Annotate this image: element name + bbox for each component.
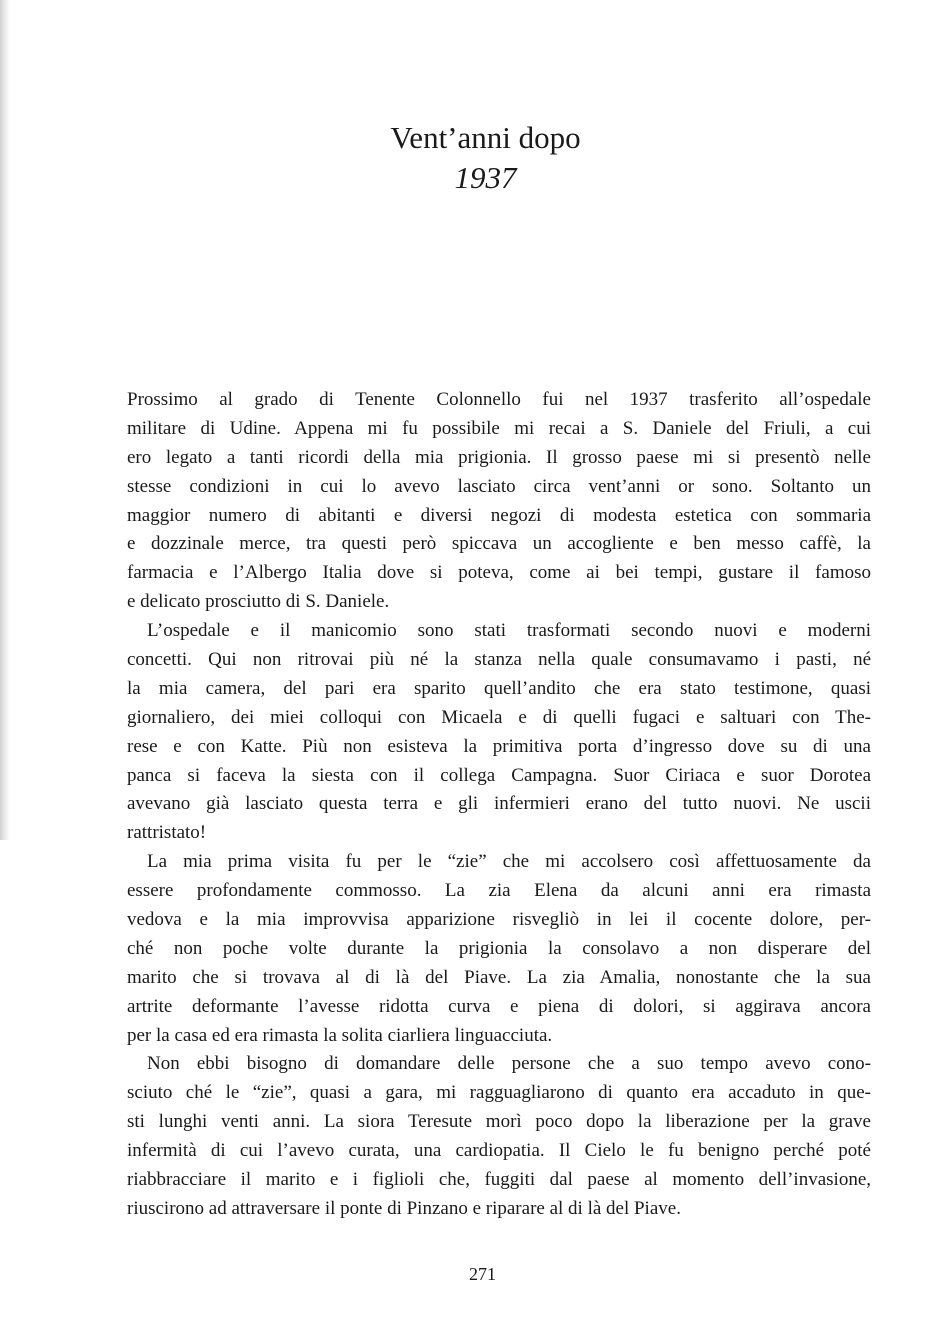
text-line: vedova e la mia improvvisa apparizione risvegliò in lei il cocente dolore, per-	[127, 909, 871, 931]
text-line: La mia prima visita fu per le “zie” che mi accolsero così affettuosamente da	[147, 851, 871, 873]
chapter-title: Vent’anni dopo	[390, 120, 581, 155]
text-line: artrite deformante l’avesse ridotta curva e piena di dolori, si aggirava ancora	[127, 995, 871, 1017]
chapter-heading	[0, 118, 941, 198]
text-line: maggior numero di abitanti e diversi negozi di modesta estetica con sommaria	[127, 504, 871, 526]
text-line: essere profondamente commosso. La zia Elena da alcuni anni era rimasta	[127, 880, 871, 902]
text-line: marito che si trovava al di là del Piave. La zia Amalia, nonostante che la sua	[127, 966, 871, 988]
text-line: farmacia e l’Albergo Italia dove si poteva, come ai bei tempi, gustare il famoso	[127, 562, 871, 584]
paragraph	[127, 848, 871, 1050]
text-line: avevano già lasciato questa terra e gli infermieri erano del tutto nuovi. Ne uscii	[127, 793, 871, 815]
text-line: e dozzinale merce, tra questi però spiccava un accogliente e ben messo caffè, la	[127, 533, 871, 555]
chapter-year: 1937	[454, 160, 517, 195]
text-line: stesse condizioni in cui lo avevo lasciato circa vent’anni or sono. Soltanto un	[127, 475, 871, 497]
text-line: militare di Udine. Appena mi fu possibile mi recai a S. Daniele del Friuli, a cui	[127, 417, 871, 439]
text-line: Prossimo al grado di Tenente Colonnello fui nel 1937 trasferito all’ospedale	[127, 389, 871, 410]
text-line: rattristato!	[127, 822, 207, 844]
text-line: Non ebbi bisogno di domandare delle persone che a suo tempo avevo cono-	[147, 1053, 871, 1075]
text-line: giornaliero, dei miei colloqui con Micaela e di quelli fugaci e saltuari con The-	[127, 706, 871, 728]
paragraph	[127, 386, 871, 617]
text-line: sti lunghi venti anni. La siora Teresute morì poco dopo la liberazione per la grave	[127, 1111, 871, 1133]
text-line: sciuto ché le “zie”, quasi a gara, mi ragguagliarono di quanto era accaduto in que-	[127, 1082, 871, 1104]
page-number: 271	[469, 1264, 496, 1284]
text-line: infermità di cui l’avevo curata, una cardiopatia. Il Cielo le fu benigno perché poté	[127, 1140, 871, 1162]
text-line: per la casa ed era rimasta la solita ciarliera linguacciuta.	[127, 1024, 553, 1046]
text-line: e delicato prosciutto di S. Daniele.	[127, 591, 390, 613]
paragraph	[127, 617, 871, 848]
text-line: riabbracciare il marito e i figlioli che, fuggiti dal paese al momento dell’invasione,	[127, 1169, 871, 1191]
body-text	[127, 386, 871, 1224]
text-line: rese e con Katte. Più non esisteva la primitiva porta d’ingresso dove su di una	[127, 735, 871, 757]
text-line: ero legato a tanti ricordi della mia prigionia. Il grosso paese mi si presentò nelle	[127, 446, 871, 468]
text-line: L’ospedale e il manicomio sono stati trasformati secondo nuovi e moderni	[147, 620, 871, 642]
text-line: ché non poche volte durante la prigionia la consolavo a non disperare del	[127, 937, 871, 959]
text-line: la mia camera, del pari era sparito quell’andito che era stato testimone, quasi	[127, 677, 871, 699]
paragraph	[127, 1050, 871, 1223]
text-line: riuscirono ad attraversare il ponte di Pinzano e riparare al di là del Piave.	[127, 1197, 681, 1219]
text-line: concetti. Qui non ritrovai più né la stanza nella quale consumavamo i pasti, né	[127, 649, 871, 671]
text-line: panca si faceva la siesta con il collega Campagna. Suor Ciriaca e suor Dorotea	[127, 764, 871, 786]
